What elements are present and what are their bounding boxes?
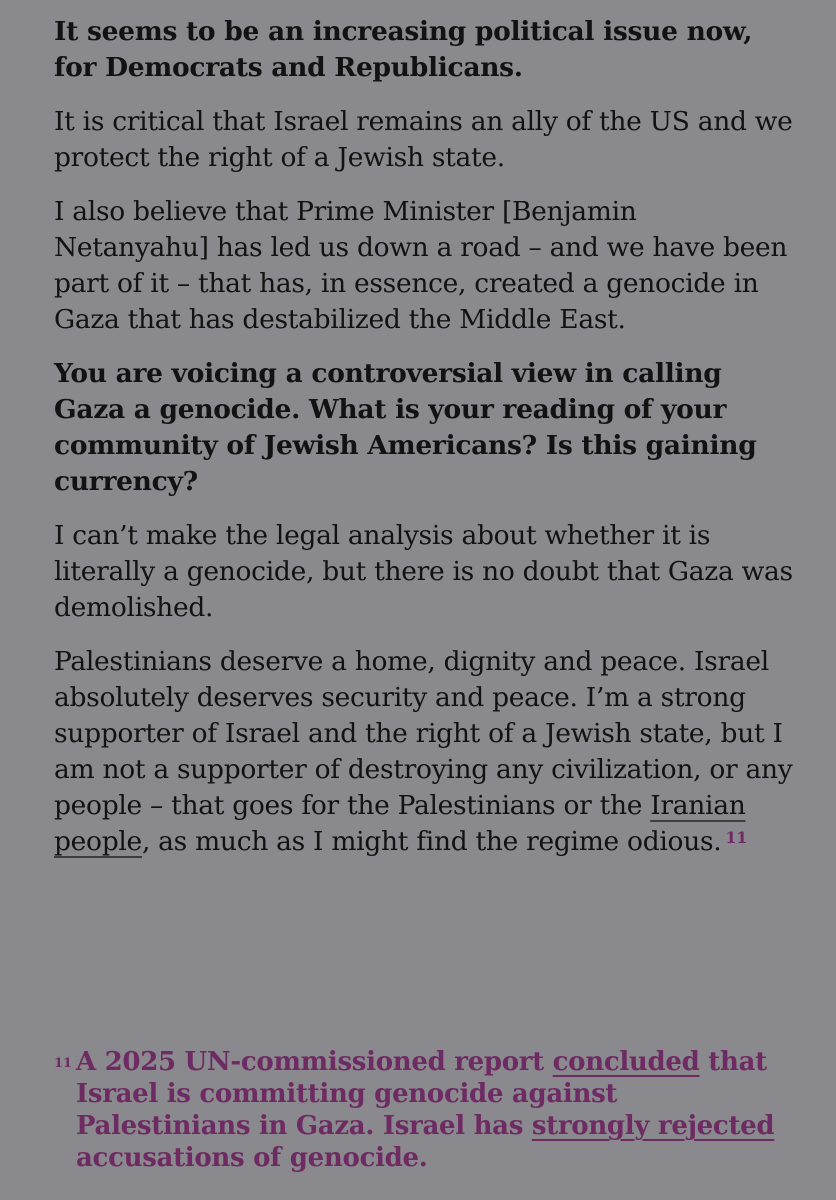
footnote-text-part: A 2025 UN-commissioned report (76, 1047, 553, 1077)
footnote-text-part: accusations of genocide. (76, 1143, 428, 1173)
paragraph-text: , as much as I might find the regime odious. (141, 826, 722, 857)
answer-paragraph: I also believe that Prime Minister [Benjamin Netanyahu] has led us down a road – and we have been part of it – that has, in essence, created a genocide in Gaza that has destabilized the Middle East. (54, 196, 788, 335)
concluded-link[interactable]: concluded (552, 1047, 700, 1077)
footnote-reference[interactable]: 11 (725, 828, 748, 847)
paragraph-text: Palestinians deserve a home, dignity and peace. Israel absolutely deserves security and peace. I’m a strong supporter of Israel and the right of a Jewish state, but I am not a supporter of destroying any civilization, or any people – that goes for the Palestinians or the (54, 646, 793, 821)
strongly-rejected-link[interactable]: strongly rejected (531, 1111, 775, 1141)
footnote-number: 11 (54, 1056, 73, 1071)
footnote (54, 1046, 794, 1174)
article-body (54, 14, 794, 878)
interview-question: You are voicing a controversial view in calling Gaza a genocide. What is your reading of your community of Jewish Americans? Is this gaining currency? (54, 358, 757, 497)
footnote-text-part: that Israel is committing genocide against Palestinians in Gaza. Israel has (76, 1047, 767, 1141)
footnote-text (76, 1046, 794, 1174)
answer-paragraph (54, 644, 794, 860)
answer-paragraph: I can’t make the legal analysis about whether it is literally a genocide, but there is no doubt that Gaza was demolished. (54, 520, 793, 623)
answer-paragraph: It is critical that Israel remains an ally of the US and we protect the right of a Jewish state. (54, 106, 793, 173)
interview-question: It seems to be an increasing political issue now, for Democrats and Republicans. (54, 16, 753, 83)
iranian-people-link[interactable]: Iranian people (54, 790, 746, 857)
